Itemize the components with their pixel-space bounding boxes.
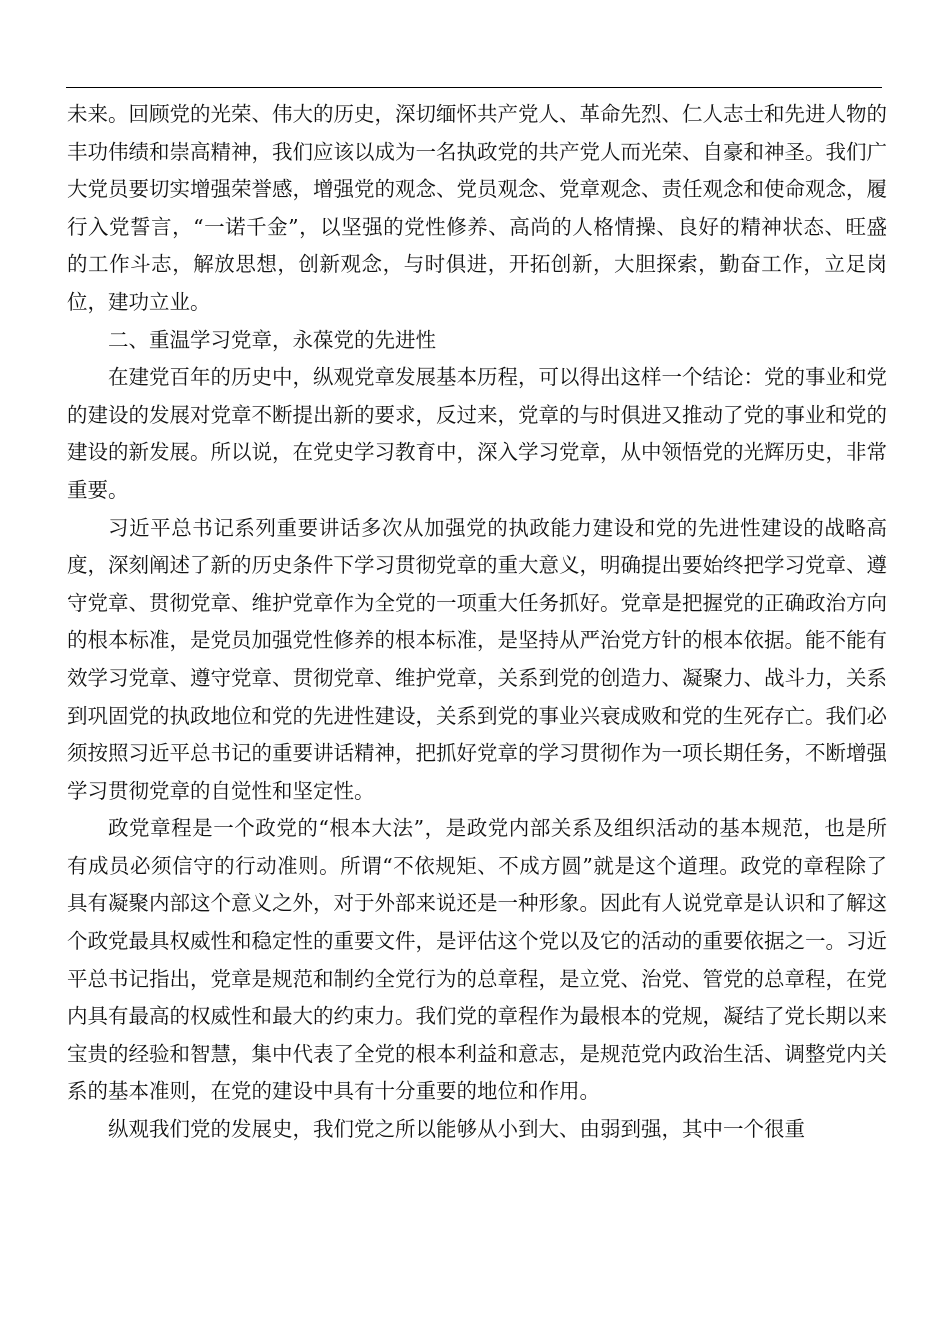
document-body — [67, 96, 887, 1149]
header-rule — [66, 87, 882, 88]
paragraph-continued: 未来。回顾党的光荣、伟大的历史，深切缅怀共产党人、革命先烈、仁人志士和先进人物的丰功伟绩和崇高精神，我们应该以成为一名执政党的共产党人而光荣、自豪和神圣。我们广大党员要切实增强荣誉感，增强党的观念、党员观念、党章观念、责任观念和使命观念，履行入党誓言，“一诺千金”，以坚强的党性修养、高尚的人格情操、良好的精神状态、旺盛的工作斗志，解放思想，创新观念，与时俱进，开拓创新，大胆探索，勤奋工作，立足岗位，建功立业。 — [67, 102, 887, 314]
paragraph: 习近平总书记系列重要讲话多次从加强党的执政能力建设和党的先进性建设的战略高度，深刻阐述了新的历史条件下学习贯彻党章的重大意义，明确提出要始终把学习党章、遵守党章、贯彻党章、维护党章作为全党的一项重大任务抓好。党章是把握党的正确政治方向的根本标准，是党员加强党性修养的根本标准，是坚持从严治党方针的根本依据。能不能有效学习党章、遵守党章、贯彻党章、维护党章，关系到党的创造力、凝聚力、战斗力，关系到巩固党的执政地位和党的先进性建设，关系到党的事业兴衰成败和党的生死存亡。我们必须按照习近平总书记的重要讲话精神，把抓好党章的学习贯彻作为一项长期任务，不断增强学习贯彻党章的自觉性和坚定性。 — [67, 515, 887, 803]
paragraph-truncated: 纵观我们党的发展史，我们党之所以能够从小到大、由弱到强，其中一个很重 — [108, 1117, 805, 1142]
paragraph: 在建党百年的历史中，纵观党章发展基本历程，可以得出这样一个结论：党的事业和党的建设的发展对党章不断提出新的要求，反过来，党章的与时俱进又推动了党的事业和党的建设的新发展。所以说，在党史学习教育中，深入学习党章，从中领悟党的光辉历史，非常重要。 — [67, 365, 887, 502]
paragraph: 政党章程是一个政党的“根本大法”，是政党内部关系及组织活动的基本规范，也是所有成员必须信守的行动准则。所谓“不依规矩、不成方圆”就是这个道理。政党的章程除了具有凝聚内部这个意义之外，对于外部来说还是一种形象。因此有人说党章是认识和了解这个政党最具权威性和稳定性的重要文件，是评估这个党以及它的活动的重要依据之一。习近平总书记指出，党章是规范和制约全党行为的总章程，是立党、治党、管党的总章程，在党内具有最高的权威性和最大的约束力。我们党的章程作为最根本的党规，凝结了党长期以来宝贵的经验和智慧，集中代表了全党的根本利益和意志，是规范党内政治生活、调整党内关系的基本准则，在党的建设中具有十分重要的地位和作用。 — [67, 816, 887, 1104]
section-heading: 二、重温学习党章，永葆党的先进性 — [108, 327, 436, 352]
